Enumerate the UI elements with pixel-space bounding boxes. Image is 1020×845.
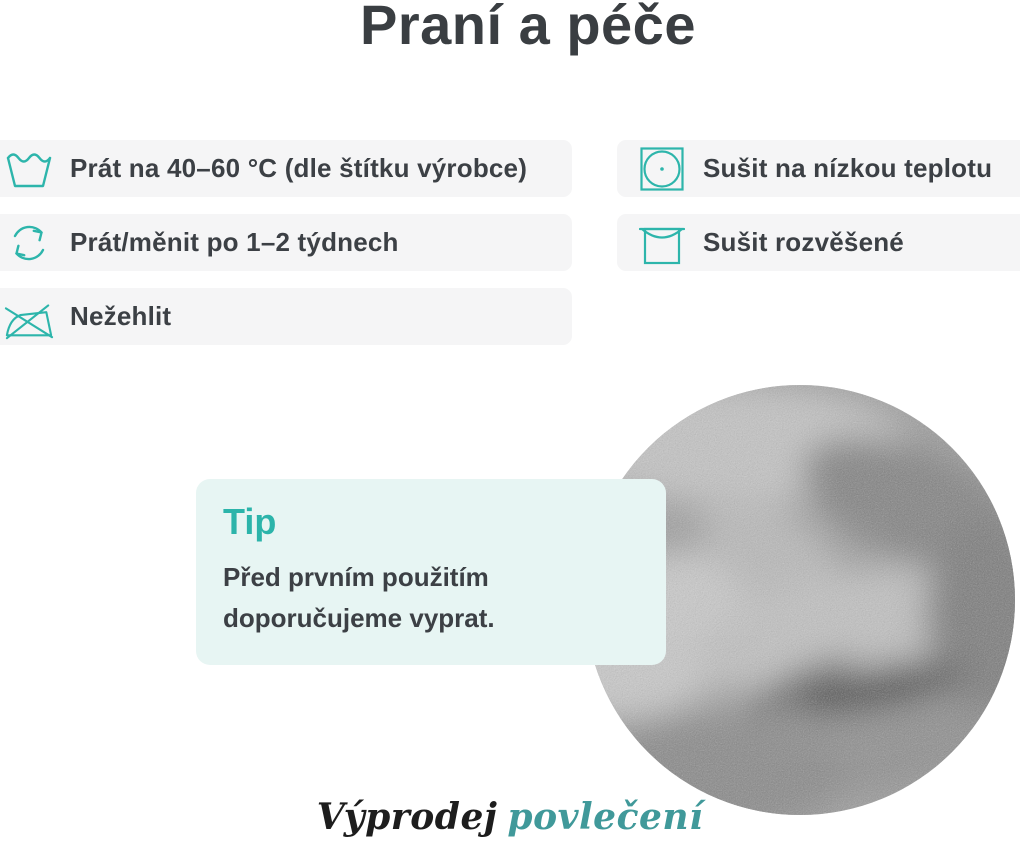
care-row-tumble-dry-low — [617, 140, 1020, 197]
care-row-no-iron — [0, 288, 572, 345]
refresh-icon — [4, 218, 54, 268]
page-title: Praní a péče — [360, 0, 696, 56]
tumble-dry-low-icon — [637, 144, 687, 194]
care-row-label: Prát na 40–60 °C (dle štítku výrobce) — [70, 153, 528, 183]
wash-tub-icon — [4, 144, 54, 194]
tip-box — [196, 479, 666, 665]
tip-text: Před prvním použitím doporučujeme vyprat. — [223, 562, 495, 633]
care-row-label: Sušit na nízkou teplotu — [703, 153, 993, 183]
brand-logo-word2: povlečení — [507, 796, 704, 838]
brand-logo — [0, 796, 1020, 838]
tip-title: Tip — [223, 501, 277, 542]
line-dry-icon — [637, 218, 687, 268]
care-row-wash-temp — [0, 140, 572, 197]
care-row-label: Sušit rozvěšené — [703, 227, 904, 257]
care-row-label: Nežehlit — [70, 301, 172, 331]
care-row-line-dry — [617, 214, 1020, 271]
brand-logo-word1: Výprodej — [316, 796, 498, 838]
care-row-change-cycle — [0, 214, 572, 271]
care-row-label: Prát/měnit po 1–2 týdnech — [70, 227, 399, 257]
no-iron-icon — [4, 292, 54, 342]
